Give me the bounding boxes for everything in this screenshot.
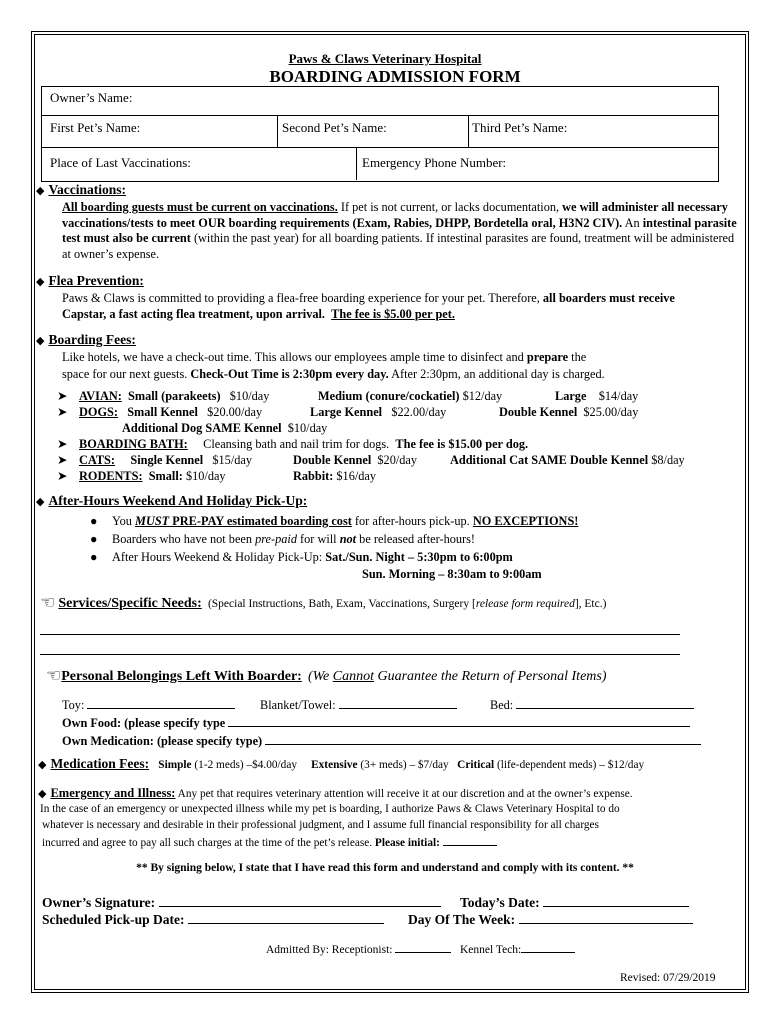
checkout-text-line2: space for our next guests. Check-Out Time is 2:30pm every day. After 2:30pm, an additional day is charged.	[62, 367, 605, 381]
diamond-bullet-icon: ◆	[36, 185, 45, 197]
second-pet-name-field[interactable]: Second Pet’s Name:	[282, 120, 387, 135]
day-of-week-field[interactable]: Day Of The Week:	[408, 912, 693, 928]
emergency-line-2: In the case of an emergency or unexpected illness while my pet is boarding, I authorize Paws & Claws Veterinary Hospital to do	[40, 803, 620, 815]
arrow-bullet-icon: ➤	[57, 453, 68, 467]
arrow-bullet-icon: ➤	[57, 389, 68, 403]
third-pet-name-field[interactable]: Third Pet’s Name:	[472, 120, 568, 135]
food-blank[interactable]	[228, 715, 690, 727]
not-prepaid-bullet: ● Boarders who have not been pre-paid for will not be released after-hours!	[90, 532, 475, 546]
bed-field[interactable]: Bed:	[490, 697, 694, 713]
services-line-1[interactable]	[40, 634, 680, 635]
belongings-heading: ☜Personal Belongings Left With Boarder: (We Cannot Guarantee the Return of Personal Items)	[46, 666, 607, 685]
prepay-bullet: ● You MUST PRE-PAY estimated boarding cost for after-hours pick-up. NO EXCEPTIONS!	[90, 514, 579, 528]
bullet-dot-icon: ●	[90, 532, 98, 546]
receptionist-blank[interactable]	[395, 941, 451, 953]
dogs-additional: Additional Dog SAME Kennel $10/day	[122, 421, 328, 435]
grid-divider	[41, 115, 719, 116]
sunday-morning-hours: Sun. Morning – 8:30am to 9:00am	[362, 567, 542, 581]
dogs-large: Large Kennel $22.00/day	[310, 405, 447, 419]
flea-text: Paws & Claws is committed to providing a flea-free boarding experience for your pet. Therefore, all boarders must receive Capstar, a fast acting flea treatment, upon arrival. The fee is $5.00 per pet.	[62, 291, 675, 321]
place-of-vaccinations-field[interactable]: Place of Last Vaccinations:	[50, 155, 191, 170]
grid-divider	[468, 115, 469, 147]
first-pet-name-field[interactable]: First Pet’s Name:	[50, 120, 141, 135]
owner-name-field[interactable]: Owner’s Name:	[50, 90, 133, 105]
bullet-dot-icon: ●	[90, 514, 98, 528]
bath-fees-row: ➤ BOARDING BATH: Cleansing bath and nail trim for dogs. The fee is $15.00 per dog.	[57, 437, 529, 451]
pickup-hours-bullet: ● After Hours Weekend & Holiday Pick-Up: Sat./Sun. Night – 5:30pm to 6:00pm	[90, 550, 513, 564]
diamond-bullet-icon: ◆	[36, 335, 45, 347]
own-medication-field[interactable]: Own Medication: (please specify type)	[62, 733, 701, 749]
diamond-bullet-icon: ◆	[36, 276, 45, 288]
boarding-fees-heading: ◆ Boarding Fees:	[36, 332, 136, 347]
toy-blank[interactable]	[87, 697, 235, 709]
diamond-bullet-icon: ◆	[36, 496, 45, 508]
form-title: BOARDING ADMISSION FORM	[269, 67, 521, 86]
grid-divider	[41, 147, 719, 148]
after-hours-heading: ◆ After-Hours Weekend And Holiday Pick-Up:	[36, 493, 308, 508]
admitted-by-row: Admitted By: Receptionist: Kennel Tech:	[266, 941, 575, 956]
date-blank[interactable]	[543, 895, 689, 907]
emergency-line-3: whatever is necessary and desirable in their professional judgment, and I assume full financial responsibility for all charges	[42, 819, 599, 831]
cats-additional: Additional Cat SAME Double Kennel $8/day	[450, 453, 685, 467]
dogs-fees-row: ➤ DOGS: Small Kennel $20.00/day	[57, 405, 263, 419]
pickup-blank[interactable]	[188, 912, 384, 924]
dogs-double: Double Kennel $25.00/day	[499, 405, 639, 419]
flea-heading: ◆ Flea Prevention:	[36, 273, 144, 288]
own-food-field[interactable]: Own Food: (please specify type	[62, 715, 690, 731]
bullet-dot-icon: ●	[90, 550, 98, 564]
bed-blank[interactable]	[516, 697, 694, 709]
signing-statement: ** By signing below, I state that I have read this form and understand and comply with its content. **	[136, 862, 634, 874]
vaccinations-text: All boarding guests must be current on vaccinations. If pet is not current, or lacks documentation, we will administer all necessary vaccinations/tests to meet OUR boarding requirements (Exam, Rabies, DHPP, Bordetella oral, H3N2 CIV). An intestinal parasite test must also be current (within the past year) for all boarding patients. If intestinal parasites are found, treatment will be administered at owner’s expense.	[62, 200, 737, 261]
pickup-date-field[interactable]: Scheduled Pick-up Date:	[42, 912, 384, 928]
signature-blank[interactable]	[159, 895, 441, 907]
services-heading: ☜ Services/Specific Needs: (Special Instructions, Bath, Exam, Vaccinations, Surgery [release form required], Etc.)	[40, 593, 607, 612]
avian-large: Large $14/day	[555, 389, 639, 403]
medication-fees-row: ◆ Medication Fees: Simple (1-2 meds) –$4.00/day Extensive (3+ meds) – $7/day Critical (life-dependent meds) – $12/day	[38, 756, 645, 771]
toy-field[interactable]: Toy:	[62, 697, 235, 713]
cats-fees-row: ➤ CATS: Single Kennel $15/day	[57, 453, 252, 467]
medication-blank[interactable]	[265, 733, 701, 745]
diamond-bullet-icon: ◆	[38, 759, 47, 771]
rodents-fees-row: ➤ RODENTS: Small: $10/day	[57, 469, 226, 483]
emergency-line-1: ◆ Emergency and Illness: Any pet that requires veterinary attention will receive it at our discretion and at the owner’s expense.	[38, 786, 633, 800]
pointing-hand-icon: ☜	[46, 666, 62, 685]
day-blank[interactable]	[519, 912, 693, 924]
services-line-2[interactable]	[40, 654, 680, 655]
arrow-bullet-icon: ➤	[57, 405, 68, 419]
initial-blank[interactable]	[443, 834, 497, 846]
blanket-field[interactable]: Blanket/Towel:	[260, 697, 457, 713]
emergency-line-4: incurred and agree to pay all such charges at the time of the pet’s release. Please initial:	[42, 834, 497, 849]
emergency-phone-field[interactable]: Emergency Phone Number:	[362, 155, 507, 170]
avian-fees-row: ➤ AVIAN: Small (parakeets) $10/day	[57, 389, 270, 403]
pointing-hand-icon: ☜	[40, 593, 56, 612]
grid-divider	[356, 147, 357, 180]
blanket-blank[interactable]	[339, 697, 457, 709]
arrow-bullet-icon: ➤	[57, 469, 68, 483]
avian-medium: Medium (conure/cockatiel) $12/day	[318, 389, 503, 403]
vaccinations-heading: ◆ Vaccinations:	[36, 182, 126, 197]
rodents-rabbit: Rabbit: $16/day	[293, 469, 377, 483]
owner-signature-field[interactable]: Owner’s Signature:	[42, 895, 441, 911]
checkout-text-line1: Like hotels, we have a check-out time. This allows our employees ample time to disinfect and prepare the	[62, 350, 587, 364]
hospital-name: Paws & Claws Veterinary Hospital	[288, 51, 482, 66]
revised-date: Revised: 07/29/2019	[620, 972, 716, 984]
kennel-tech-blank[interactable]	[521, 941, 575, 953]
todays-date-field[interactable]: Today’s Date:	[460, 895, 689, 911]
diamond-bullet-icon: ◆	[38, 788, 47, 800]
cats-double: Double Kennel $20/day	[293, 453, 418, 467]
grid-divider	[277, 115, 278, 147]
arrow-bullet-icon: ➤	[57, 437, 68, 451]
